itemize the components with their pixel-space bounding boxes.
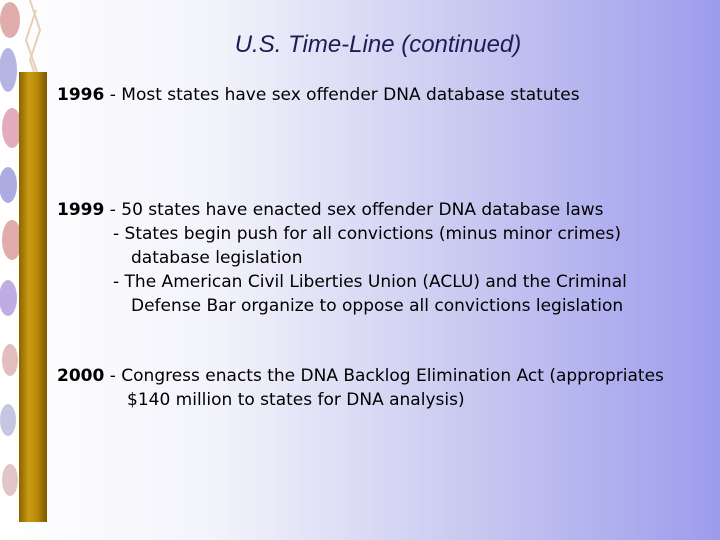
entry-text: Defense Bar organize to oppose all convictions legislation: [131, 296, 624, 316]
entry-text: - Congress enacts the DNA Backlog Elimination Act (appropriates: [104, 366, 664, 386]
timeline-entry-1996: [57, 83, 580, 107]
entry-text: $140 million to states for DNA analysis): [127, 390, 465, 410]
timeline-entry-2000: [57, 364, 664, 412]
entry-text: - The American Civil Liberties Union (ACLU) and the Criminal: [113, 272, 627, 292]
entry-text: - 50 states have enacted sex offender DNA database laws: [104, 200, 604, 220]
entry-year: 1996: [57, 85, 105, 105]
entry-text: database legislation: [131, 248, 303, 268]
timeline-entry-1999: [57, 198, 627, 318]
entry-year: 2000: [57, 366, 105, 386]
gold-accent-bar: [19, 72, 47, 522]
slide-title: U.S. Time-Line (continued): [234, 31, 522, 58]
entry-year: 1999: [57, 200, 105, 220]
entry-text: - Most states have sex offender DNA database statutes: [104, 85, 580, 105]
entry-text: - States begin push for all convictions (minus minor crimes): [113, 224, 622, 244]
